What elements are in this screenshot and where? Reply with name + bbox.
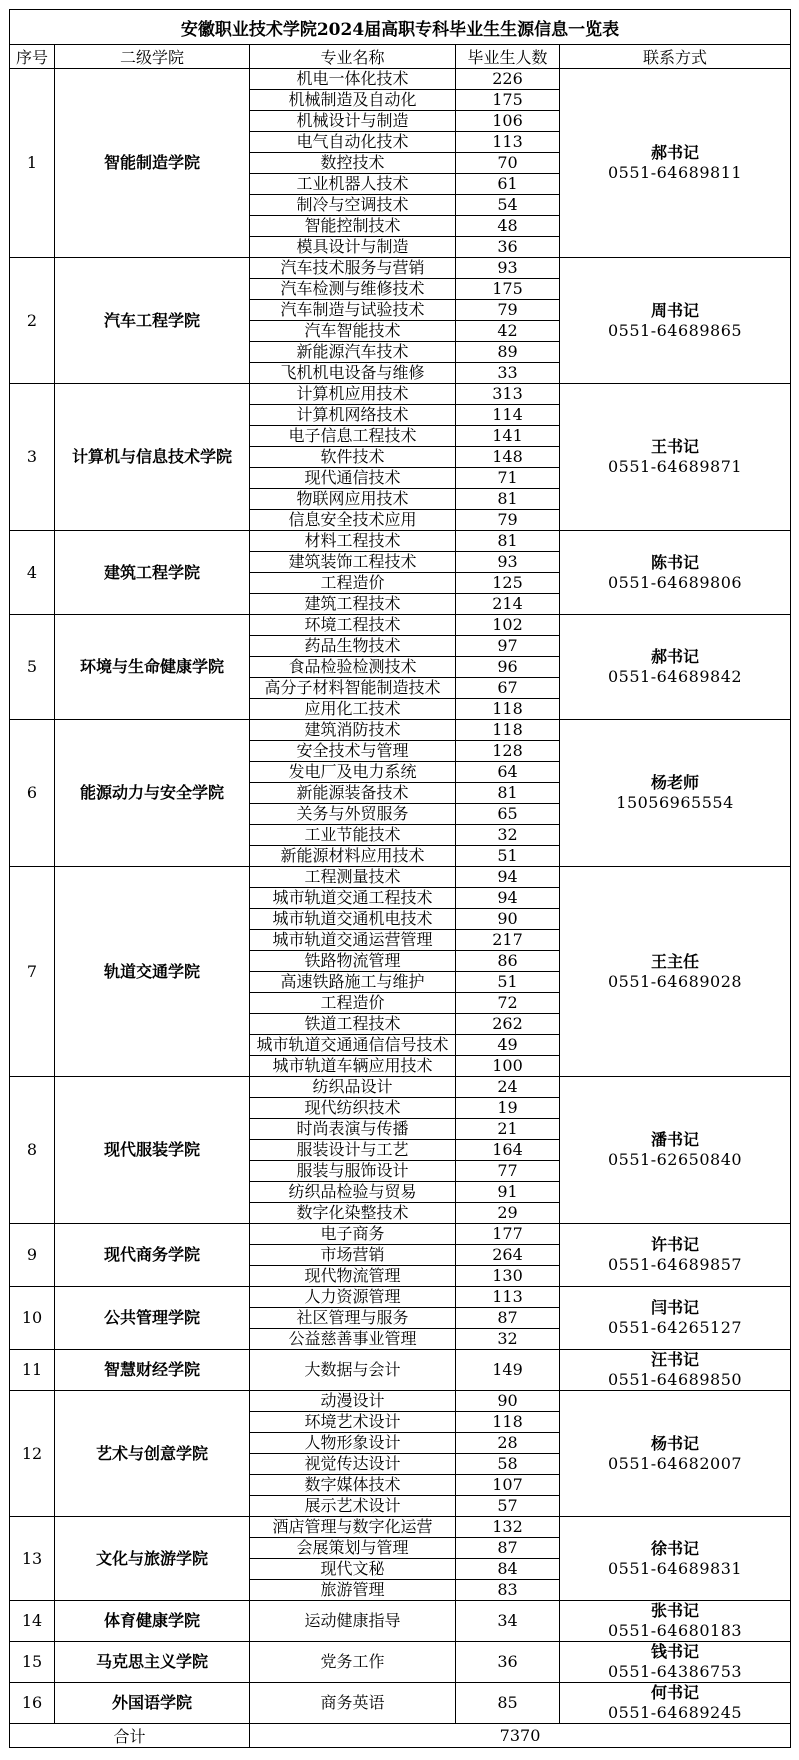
major-name: 城市轨道交通工程技术 [250, 888, 456, 909]
graduate-count: 81 [456, 783, 560, 804]
contact-phone: 0551-64386753 [607, 1662, 743, 1681]
table-row [10, 384, 791, 405]
major-name: 纺织品设计 [250, 1077, 456, 1098]
major-name: 电子信息工程技术 [250, 426, 456, 447]
graduate-count: 90 [456, 1391, 560, 1412]
graduate-count: 51 [456, 846, 560, 867]
contact-cell [560, 258, 791, 384]
college-name: 现代服装学院 [55, 1077, 250, 1224]
graduate-count: 19 [456, 1098, 560, 1119]
college-index: 8 [10, 1077, 55, 1224]
major-name: 铁道工程技术 [250, 1014, 456, 1035]
major-name: 城市轨道交通运营管理 [250, 930, 456, 951]
graduate-count: 94 [456, 867, 560, 888]
major-name: 公益慈善事业管理 [250, 1329, 456, 1350]
graduate-count: 67 [456, 678, 560, 699]
contact-name: 汪书记 [651, 1350, 700, 1369]
major-name: 旅游管理 [250, 1580, 456, 1601]
contact-cell [560, 384, 791, 531]
college-name: 汽车工程学院 [55, 258, 250, 384]
contact-cell [560, 1601, 791, 1642]
major-name: 视觉传达设计 [250, 1454, 456, 1475]
contact-name: 闫书记 [651, 1298, 700, 1317]
college-index: 4 [10, 531, 55, 615]
major-name: 机械设计与制造 [250, 111, 456, 132]
graduate-info-table [9, 9, 791, 1748]
contact-name: 郝书记 [651, 143, 700, 162]
graduate-count: 84 [456, 1559, 560, 1580]
major-name: 城市轨道车辆应用技术 [250, 1056, 456, 1077]
major-name: 计算机应用技术 [250, 384, 456, 405]
graduate-count: 148 [456, 447, 560, 468]
major-name: 安全技术与管理 [250, 741, 456, 762]
contact-name: 杨书记 [651, 1433, 700, 1453]
table-row [10, 867, 791, 888]
graduate-count: 313 [456, 384, 560, 405]
contact-cell [560, 1683, 791, 1724]
header-row [10, 45, 791, 69]
graduate-count: 106 [456, 111, 560, 132]
major-name: 飞机机电设备与维修 [250, 363, 456, 384]
graduate-count: 57 [456, 1496, 560, 1517]
contact-phone: 0551-64689028 [607, 971, 743, 991]
contact-phone: 0551-64682007 [607, 1453, 743, 1473]
graduate-count: 90 [456, 909, 560, 930]
major-name: 数控技术 [250, 153, 456, 174]
major-name: 酒店管理与数字化运营 [250, 1517, 456, 1538]
contact-phone: 15056965554 [616, 793, 734, 812]
table-row [10, 1642, 791, 1683]
major-name: 软件技术 [250, 447, 456, 468]
major-name: 工程造价 [250, 993, 456, 1014]
college-index: 13 [10, 1517, 55, 1601]
header-contact: 联系方式 [560, 45, 791, 69]
contact-cell [560, 1642, 791, 1683]
major-name: 应用化工技术 [250, 699, 456, 720]
contact-cell [560, 720, 791, 867]
graduate-count: 118 [456, 720, 560, 741]
table-row [10, 1350, 791, 1391]
contact-name: 周书记 [651, 300, 700, 320]
graduate-count: 21 [456, 1119, 560, 1140]
graduate-count: 89 [456, 342, 560, 363]
graduate-count: 94 [456, 888, 560, 909]
major-name: 纺织品检验与贸易 [250, 1182, 456, 1203]
graduate-count: 79 [456, 510, 560, 531]
major-name: 药品生物技术 [250, 636, 456, 657]
college-name: 现代商务学院 [55, 1224, 250, 1287]
major-name: 现代物流管理 [250, 1266, 456, 1287]
graduate-count: 118 [456, 1412, 560, 1433]
graduate-count: 65 [456, 804, 560, 825]
major-name: 高速铁路施工与维护 [250, 972, 456, 993]
graduate-count: 77 [456, 1161, 560, 1182]
header-count: 毕业生人数 [456, 45, 560, 69]
major-name: 食品检验检测技术 [250, 657, 456, 678]
contact-cell [560, 1391, 791, 1517]
college-index: 7 [10, 867, 55, 1077]
table-row [10, 1287, 791, 1308]
graduate-count: 107 [456, 1475, 560, 1496]
major-name: 现代纺织技术 [250, 1098, 456, 1119]
graduate-count: 262 [456, 1014, 560, 1035]
graduate-count: 141 [456, 426, 560, 447]
major-name: 环境艺术设计 [250, 1412, 456, 1433]
graduate-count: 49 [456, 1035, 560, 1056]
major-name: 现代通信技术 [250, 468, 456, 489]
major-name: 环境工程技术 [250, 615, 456, 636]
major-name: 铁路物流管理 [250, 951, 456, 972]
table-row [10, 1224, 791, 1245]
graduate-count: 102 [456, 615, 560, 636]
table-row [10, 1683, 791, 1724]
table-row [10, 1601, 791, 1642]
contact-cell [560, 69, 791, 258]
graduate-count: 29 [456, 1203, 560, 1224]
contact-phone: 0551-64265127 [607, 1318, 743, 1337]
graduate-count: 226 [456, 69, 560, 90]
major-name: 会展策划与管理 [250, 1538, 456, 1559]
college-index: 6 [10, 720, 55, 867]
contact-cell [560, 1350, 791, 1391]
college-index: 1 [10, 69, 55, 258]
college-name: 智能制造学院 [55, 69, 250, 258]
graduate-count: 70 [456, 153, 560, 174]
major-name: 计算机网络技术 [250, 405, 456, 426]
graduate-count: 113 [456, 1287, 560, 1308]
contact-name: 杨老师 [651, 773, 700, 792]
graduate-count: 91 [456, 1182, 560, 1203]
graduate-count: 264 [456, 1245, 560, 1266]
graduate-count: 36 [456, 1642, 560, 1683]
table-row [10, 69, 791, 90]
graduate-count: 132 [456, 1517, 560, 1538]
college-index: 3 [10, 384, 55, 531]
table-row [10, 1517, 791, 1538]
major-name: 时尚表演与传播 [250, 1119, 456, 1140]
header-major: 专业名称 [250, 45, 456, 69]
major-name: 现代文秘 [250, 1559, 456, 1580]
major-name: 材料工程技术 [250, 531, 456, 552]
total-label: 合计 [10, 1724, 250, 1748]
table-row [10, 720, 791, 741]
graduate-count: 177 [456, 1224, 560, 1245]
college-name: 能源动力与安全学院 [55, 720, 250, 867]
table-row [10, 531, 791, 552]
major-name: 汽车智能技术 [250, 321, 456, 342]
graduate-count: 81 [456, 531, 560, 552]
major-name: 城市轨道交通机电技术 [250, 909, 456, 930]
graduate-count: 83 [456, 1580, 560, 1601]
college-index: 16 [10, 1683, 55, 1724]
graduate-count: 54 [456, 195, 560, 216]
graduate-count: 164 [456, 1140, 560, 1161]
graduate-count: 217 [456, 930, 560, 951]
college-name: 环境与生命健康学院 [55, 615, 250, 720]
contact-cell [560, 1287, 791, 1350]
graduate-count: 93 [456, 552, 560, 573]
graduate-count: 61 [456, 174, 560, 195]
contact-phone: 0551-64689806 [607, 572, 743, 592]
major-name: 工业机器人技术 [250, 174, 456, 195]
contact-name: 徐书记 [651, 1538, 700, 1558]
graduate-count: 79 [456, 300, 560, 321]
major-name: 数字化染整技术 [250, 1203, 456, 1224]
header-index: 序号 [10, 45, 55, 69]
graduate-count: 125 [456, 573, 560, 594]
major-name: 智能控制技术 [250, 216, 456, 237]
contact-phone: 0551-64689811 [607, 163, 743, 182]
total-row [10, 1724, 791, 1748]
major-name: 物联网应用技术 [250, 489, 456, 510]
table-row [10, 615, 791, 636]
major-name: 工程造价 [250, 573, 456, 594]
graduate-count: 48 [456, 216, 560, 237]
college-name: 体育健康学院 [55, 1601, 250, 1642]
college-name: 文化与旅游学院 [55, 1517, 250, 1601]
major-name: 信息安全技术应用 [250, 510, 456, 531]
graduate-count: 96 [456, 657, 560, 678]
college-index: 12 [10, 1391, 55, 1517]
major-name: 工业节能技术 [250, 825, 456, 846]
major-name: 数字媒体技术 [250, 1475, 456, 1496]
contact-cell [560, 531, 791, 615]
major-name: 汽车制造与试验技术 [250, 300, 456, 321]
contact-cell [560, 867, 791, 1077]
graduate-count: 58 [456, 1454, 560, 1475]
contact-name: 张书记 [651, 1601, 700, 1620]
major-name: 新能源汽车技术 [250, 342, 456, 363]
contact-cell [560, 615, 791, 720]
major-name: 动漫设计 [250, 1391, 456, 1412]
contact-phone: 0551-62650840 [607, 1150, 743, 1169]
graduate-count: 113 [456, 132, 560, 153]
contact-name: 何书记 [651, 1683, 700, 1702]
contact-cell [560, 1224, 791, 1287]
major-name: 发电厂及电力系统 [250, 762, 456, 783]
graduate-count: 214 [456, 594, 560, 615]
college-index: 2 [10, 258, 55, 384]
graduate-count: 71 [456, 468, 560, 489]
college-index: 11 [10, 1350, 55, 1391]
college-name: 艺术与创意学院 [55, 1391, 250, 1517]
major-name: 模具设计与制造 [250, 237, 456, 258]
major-name: 新能源装备技术 [250, 783, 456, 804]
contact-phone: 0551-64689842 [607, 667, 743, 686]
major-name: 工程测量技术 [250, 867, 456, 888]
major-name: 机电一体化技术 [250, 69, 456, 90]
major-name: 展示艺术设计 [250, 1496, 456, 1517]
contact-name: 王主任 [651, 951, 700, 971]
graduate-count: 34 [456, 1601, 560, 1642]
contact-name: 陈书记 [651, 552, 700, 572]
major-name: 社区管理与服务 [250, 1308, 456, 1329]
graduate-count: 118 [456, 699, 560, 720]
major-name: 人物形象设计 [250, 1433, 456, 1454]
contact-phone: 0551-64689865 [607, 320, 743, 340]
contact-phone: 0551-64680183 [607, 1621, 743, 1640]
graduate-count: 36 [456, 237, 560, 258]
graduate-count: 100 [456, 1056, 560, 1077]
college-name: 公共管理学院 [55, 1287, 250, 1350]
contact-name: 钱书记 [651, 1642, 700, 1661]
table-row [10, 258, 791, 279]
major-name: 电子商务 [250, 1224, 456, 1245]
graduate-count: 87 [456, 1538, 560, 1559]
graduate-count: 85 [456, 1683, 560, 1724]
major-name: 建筑工程技术 [250, 594, 456, 615]
contact-name: 许书记 [651, 1235, 700, 1254]
major-name: 汽车检测与维修技术 [250, 279, 456, 300]
graduate-count: 24 [456, 1077, 560, 1098]
major-name: 新能源材料应用技术 [250, 846, 456, 867]
major-name: 城市轨道交通通信信号技术 [250, 1035, 456, 1056]
major-name: 关务与外贸服务 [250, 804, 456, 825]
contact-phone: 0551-64689245 [607, 1703, 743, 1722]
college-name: 计算机与信息技术学院 [55, 384, 250, 531]
contact-phone: 0551-64689857 [607, 1255, 743, 1274]
contact-cell [560, 1517, 791, 1601]
major-name: 人力资源管理 [250, 1287, 456, 1308]
major-name: 服装设计与工艺 [250, 1140, 456, 1161]
contact-phone: 0551-64689850 [607, 1370, 743, 1389]
page-title: 安徽职业技术学院2024届高职专科毕业生生源信息一览表 [10, 10, 791, 45]
major-name: 建筑消防技术 [250, 720, 456, 741]
table-row [10, 1391, 791, 1412]
college-index: 9 [10, 1224, 55, 1287]
contact-name: 郝书记 [651, 647, 700, 666]
major-name: 建筑装饰工程技术 [250, 552, 456, 573]
graduate-count: 32 [456, 1329, 560, 1350]
graduate-count: 149 [456, 1350, 560, 1391]
college-index: 15 [10, 1642, 55, 1683]
graduate-count: 51 [456, 972, 560, 993]
college-name: 外国语学院 [55, 1683, 250, 1724]
college-name: 轨道交通学院 [55, 867, 250, 1077]
contact-name: 王书记 [651, 437, 700, 456]
table-row [10, 1077, 791, 1098]
major-name: 高分子材料智能制造技术 [250, 678, 456, 699]
college-name: 马克思主义学院 [55, 1642, 250, 1683]
major-name: 机械制造及自动化 [250, 90, 456, 111]
graduate-count: 81 [456, 489, 560, 510]
major-name: 大数据与会计 [250, 1350, 456, 1391]
graduate-count: 128 [456, 741, 560, 762]
title-row [10, 10, 791, 45]
contact-name: 潘书记 [651, 1130, 700, 1149]
graduate-count: 64 [456, 762, 560, 783]
total-value: 7370 [250, 1724, 791, 1748]
major-name: 汽车技术服务与营销 [250, 258, 456, 279]
graduate-count: 28 [456, 1433, 560, 1454]
graduate-count: 33 [456, 363, 560, 384]
college-name: 建筑工程学院 [55, 531, 250, 615]
major-name: 运动健康指导 [250, 1601, 456, 1642]
graduate-count: 42 [456, 321, 560, 342]
contact-cell [560, 1077, 791, 1224]
major-name: 制冷与空调技术 [250, 195, 456, 216]
graduate-count: 93 [456, 258, 560, 279]
graduate-count: 87 [456, 1308, 560, 1329]
major-name: 商务英语 [250, 1683, 456, 1724]
college-index: 14 [10, 1601, 55, 1642]
header-college: 二级学院 [55, 45, 250, 69]
major-name: 党务工作 [250, 1642, 456, 1683]
major-name: 电气自动化技术 [250, 132, 456, 153]
contact-phone: 0551-64689831 [607, 1558, 743, 1578]
major-name: 服装与服饰设计 [250, 1161, 456, 1182]
college-index: 5 [10, 615, 55, 720]
graduate-count: 72 [456, 993, 560, 1014]
graduate-count: 175 [456, 90, 560, 111]
major-name: 市场营销 [250, 1245, 456, 1266]
graduate-count: 114 [456, 405, 560, 426]
college-name: 智慧财经学院 [55, 1350, 250, 1391]
graduate-count: 130 [456, 1266, 560, 1287]
college-index: 10 [10, 1287, 55, 1350]
graduate-count: 86 [456, 951, 560, 972]
graduate-count: 97 [456, 636, 560, 657]
contact-phone: 0551-64689871 [607, 457, 743, 476]
graduate-count: 32 [456, 825, 560, 846]
graduate-count: 175 [456, 279, 560, 300]
